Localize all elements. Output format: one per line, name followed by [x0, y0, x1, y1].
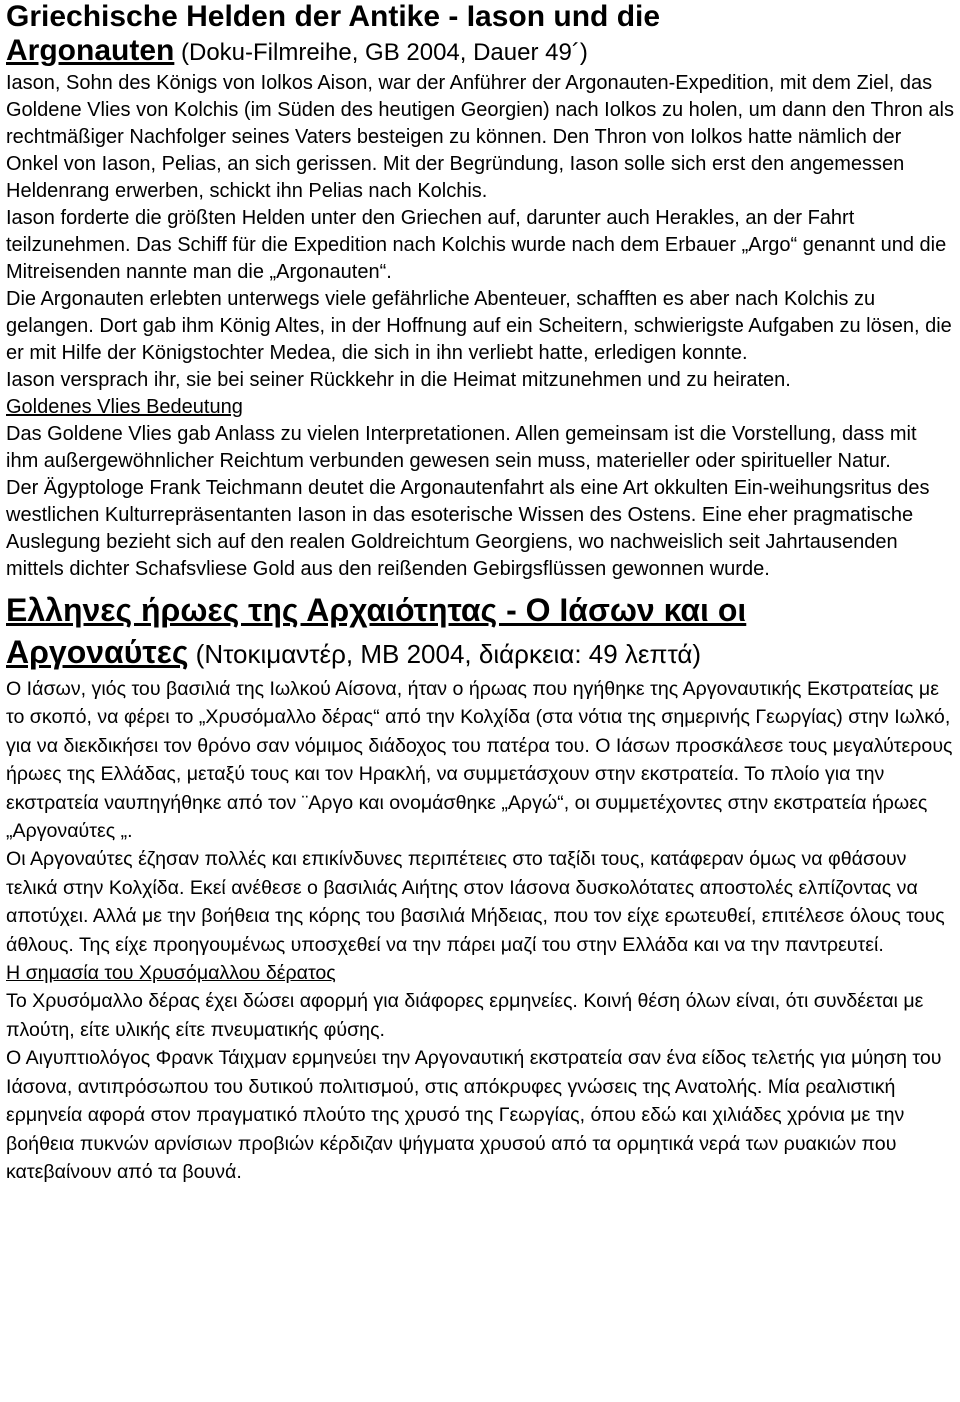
- german-paragraph: Iason versprach ihr, sie bei seiner Rückkehr in die Heimat mitzunehmen und zu heiraten.: [6, 369, 791, 391]
- german-paragraph: Der Ägyptologe Frank Teichmann deutet die Argonautenfahrt als eine Art okkulten Ein-weihungsritus des westlichen Kulturrepräsentanten Iason in das esoterische Wissen des Ostens. Eine eher pragmatische Auslegung bezieht sich auf den realen Goldreichtum Georgiens, wo nachweislich seit Jahrtausenden mittels dichter Schafsvliese Gold aus den reißenden Gebirgsflüssen gewonnen wurde.: [6, 477, 930, 580]
- german-title-underlined: Argonauten: [6, 34, 175, 67]
- german-paragraph: Iason, Sohn des Königs von Iolkos Aison, war der Anführer der Argonauten-Expedition, mit dem Ziel, das Goldene Vlies von Kolchis (im Süden des heutigen Georgien) nach Iolkos zu holen, um dann den Thron als rechtmäßiger Nachfolger seines Vaters besteigen zu können. Den Thron von Iolkos hatte nämlich der Onkel von Iason, Pelias, an sich gerissen. Mit der Begründung, Iason solle sich erst den angemessen Heldenrang erwerben, schickt ihn Pelias nach Kolchis.: [6, 72, 954, 202]
- german-title-subtitle: (Doku-Filmreihe, GB 2004, Dauer 49´): [174, 39, 588, 66]
- greek-paragraph: Το Χρυσόμαλλο δέρας έχει δώσει αφορμή για διάφορες ερμηνείες. Κοινή θέση όλων είναι, ότι συνδέεται με πλούτη, είτε υλικής είτε πνευματικής φύσης.: [6, 990, 924, 1041]
- greek-body: [6, 675, 954, 1186]
- german-paragraph: Die Argonauten erlebten unterwegs viele gefährliche Abenteuer, schafften es aber nach Kolchis zu gelangen. Dort gab ihm König Altes, in der Hoffnung auf ein Scheitern, schwierigste Aufgaben zu lösen, die er mit Hilfe der Königstochter Medea, die sich in ihn verliebt hatte, erledigen konnte.: [6, 288, 952, 364]
- german-paragraph: Iason forderte die größten Helden unter den Griechen auf, darunter auch Herakles, an der Fahrt teilzunehmen. Das Schiff für die Expedition nach Kolchis wurde nach dem Erbauer „Argo“ genannt und die Mitreisenden nannte man die „Argonauten“.: [6, 207, 947, 283]
- german-body: [6, 70, 954, 583]
- greek-title: [6, 589, 954, 675]
- german-paragraph: Das Goldene Vlies gab Anlass zu vielen Interpretationen. Allen gemeinsam ist die Vorstellung, dass mit ihm außergewöhnlicher Reichtum verbunden gewesen sein muss, materieller oder spiritueller Natur.: [6, 423, 917, 472]
- greek-paragraph: Ο Αιγυπτιολόγος Φρανκ Τάιχμαν ερμηνεύει την Αργοναυτική εκστρατεία σαν ένα είδος τελετής για μύηση του Ιάσονα, αντιπρόσωπου του δυτικού πολιτισμού, στις απόκρυφες γνώσεις της Ανατολής. Μία ρεαλιστική ερμηνεία αφορά στον πραγματικό πλούτο της χρυσό της Γεωργίας, όπου εδώ και χιλιάδες χρόνια με την βοήθεια πυκνών αρνίσιων προβιών κέρδιζαν ψήγματα χρυσού από τα ορμητικά νερά των ρυακιών που κατεβαίνουν από τα βουνά.: [6, 1047, 942, 1183]
- greek-paragraph: Ο Ιάσων, γιός του βασιλιά της Ιωλκού Αίσονα, ήταν ο ήρωας που ηγήθηκε της Αργοναυτικής Εκστρατείας με το σκοπό, να φέρει το „Χρυσόμαλλο δέρας“ από την Κολχίδα (στα νότια της σημερινής Γεωργίας) στην Ιωλκό, για να διεκδικήσει τον θρόνο σαν νόμιμος διάδοχος του πατέρα του. Ο Ιάσων προσκάλεσε τους μεγαλύτερους ήρωες της Ελλάδας, μεταξύ τους και τον Ηρακλή, να συμμετάσχουν στην εκστρατεία. Το πλοίο για την εκστρατεία ναυπηγήθηκε από τον ¨Αργο και ονομάσθηκε „Αργώ“, οι συμμετέχοντες στην εκστρατεία ήρωες „Αργοναύτες „.: [6, 678, 953, 843]
- greek-title-subtitle: (Ντοκιμαντέρ, ΜΒ 2004, διάρκεια: 49 λεπτά): [188, 639, 702, 669]
- greek-title-underlined: Αργοναύτες: [6, 634, 189, 670]
- german-section-heading[interactable]: Goldenes Vlies Bedeutung: [6, 396, 243, 418]
- greek-title-line1: Ελληνες ήρωες της Αρχαιότητας - Ο Ιάσων και οι: [6, 592, 747, 628]
- greek-section-heading[interactable]: Η σημασία του Χρυσόμαλλου δέρατος: [6, 962, 336, 985]
- greek-paragraph: Οι Αργοναύτες έζησαν πολλές και επικίνδυνες περιπέτειες στο ταξίδι τους, κατάφεραν όμως να φθάσουν τελικά στην Κολχίδα. Εκεί ανέθεσε ο βασιλιάς Αιήτης στον Ιάσονα δυσκολότατες αποστολές ελπίζοντας να αποτύχει. Αλλά με την βοήθεια της κόρης του βασιλιά Μήδειας, που τον είχε ερωτευθεί, επιτέλεσε όλους τους άθλους. Της είχε προηγουμένως υποσχεθεί να την πάρει μαζί του στην Ελλάδα και να την παντρευτεί.: [6, 848, 945, 956]
- german-title: [6, 0, 954, 70]
- german-title-line1: Griechische Helden der Antike - Iason und die: [6, 0, 661, 33]
